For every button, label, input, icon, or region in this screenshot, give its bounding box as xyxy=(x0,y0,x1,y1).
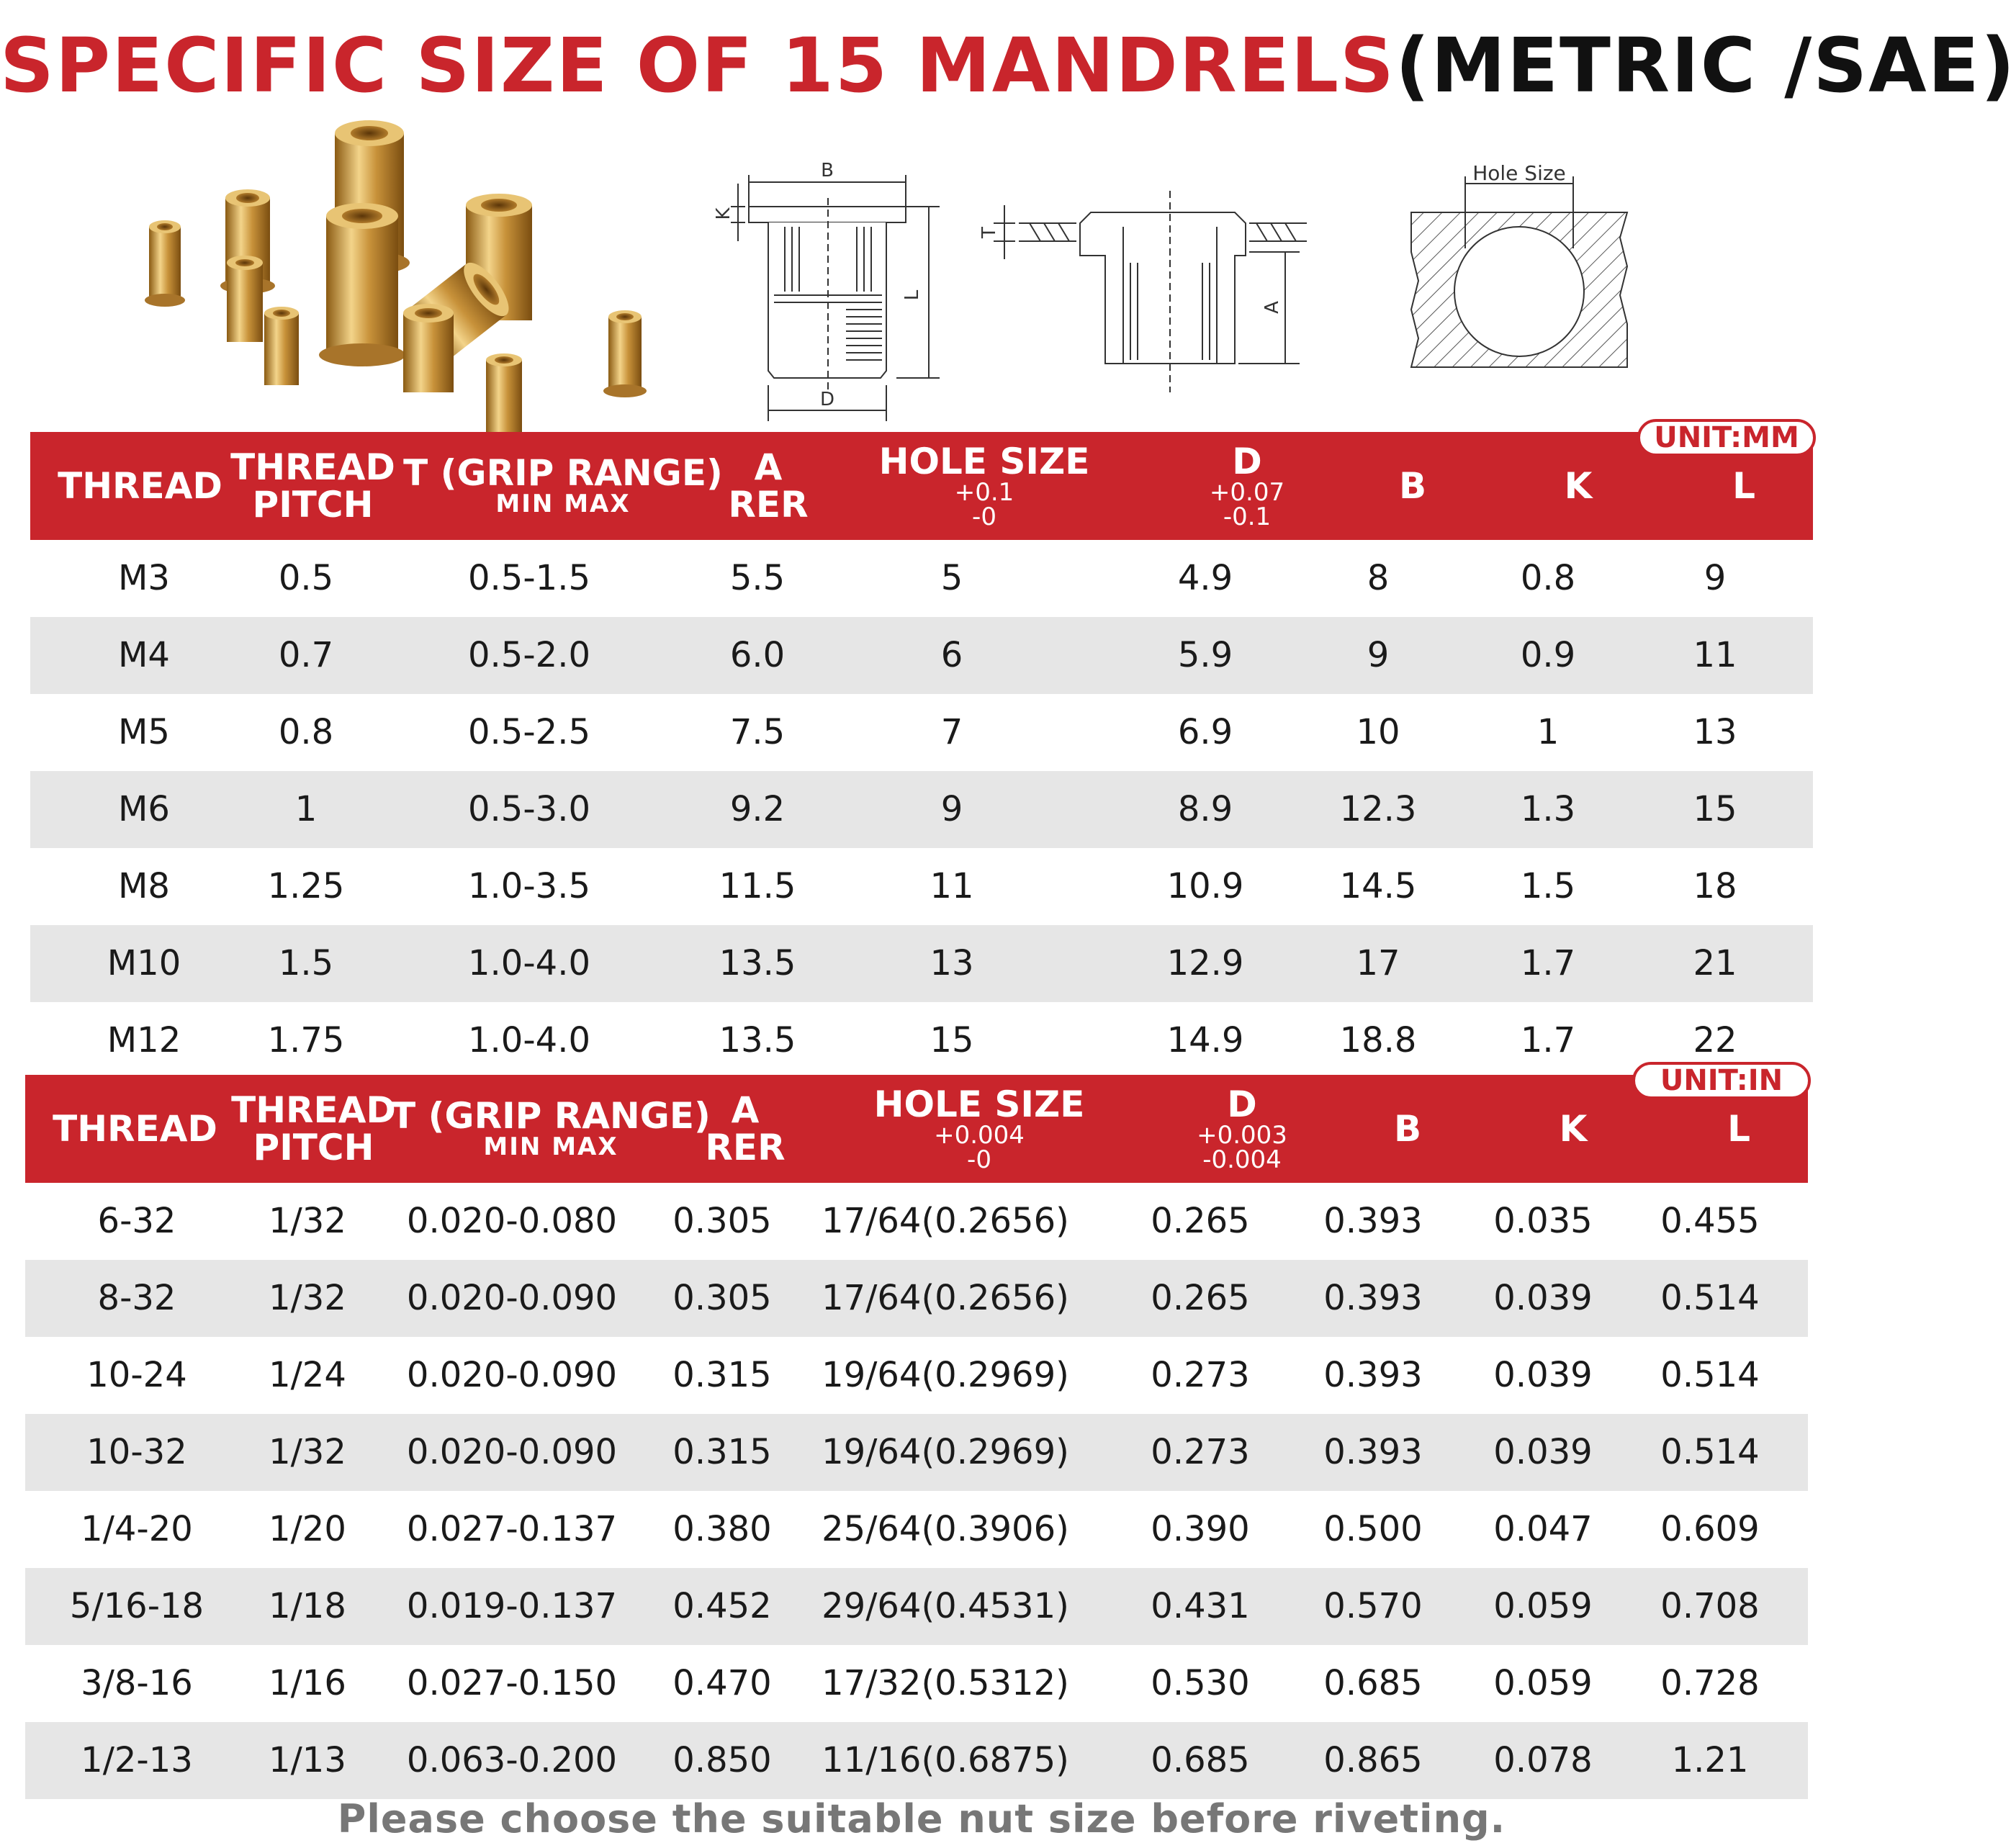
cell-d: 5.9 xyxy=(1177,635,1233,675)
cell-thread: M10 xyxy=(107,943,181,983)
cell-l: 0.455 xyxy=(1660,1201,1760,1241)
header-pitch-2: PITCH xyxy=(252,484,374,526)
cell-d: 0.265 xyxy=(1151,1201,1250,1241)
cell-b: 14.5 xyxy=(1339,866,1417,906)
cell-d: 14.9 xyxy=(1166,1020,1244,1060)
header-pitch-1: THREAD xyxy=(231,1089,396,1131)
table-row xyxy=(25,1568,1808,1645)
cell-a-rer: 0.305 xyxy=(672,1278,772,1318)
nut-small-1 xyxy=(145,220,185,307)
cell-d: 6.9 xyxy=(1177,712,1233,752)
cell-k: 0.078 xyxy=(1493,1740,1593,1780)
header-hole-size: HOLE SIZE xyxy=(878,440,1090,482)
cell-l: 15 xyxy=(1693,789,1737,829)
cell-grip-range: 0.027-0.150 xyxy=(406,1663,618,1703)
cell-l: 0.514 xyxy=(1660,1355,1760,1395)
header-a: A xyxy=(731,1089,760,1131)
cell-b: 0.500 xyxy=(1323,1509,1423,1549)
cell-thread: M8 xyxy=(118,866,170,906)
header-d: D xyxy=(1227,1083,1257,1125)
cell-pitch: 1.5 xyxy=(278,943,334,983)
cell-hole-size: 13 xyxy=(930,943,974,983)
cell-b: 17 xyxy=(1356,943,1400,983)
cell-a-rer: 7.5 xyxy=(729,712,786,752)
cell-hole-size: 17/32(0.5312) xyxy=(822,1663,1069,1703)
cell-l: 13 xyxy=(1693,712,1737,752)
cell-l: 18 xyxy=(1693,866,1737,906)
cell-l: 9 xyxy=(1704,558,1727,598)
cell-hole-size: 11 xyxy=(930,866,974,906)
header-k: K xyxy=(1564,464,1593,507)
cell-d: 0.265 xyxy=(1151,1278,1250,1318)
header-k: K xyxy=(1559,1107,1588,1150)
header-pitch-1: THREAD xyxy=(230,446,395,488)
header-grip-minmax: MIN MAX xyxy=(483,1132,618,1162)
cell-thread: 10-24 xyxy=(86,1355,187,1395)
table-row xyxy=(25,1491,1808,1568)
cell-k: 1 xyxy=(1536,712,1560,752)
unit-badge-mm: UNIT:MM xyxy=(1637,419,1816,456)
header-d: D xyxy=(1232,440,1262,482)
cell-pitch: 0.8 xyxy=(278,712,334,752)
cell-pitch: 1/32 xyxy=(269,1278,346,1318)
label-a: A xyxy=(1261,301,1283,314)
cell-k: 0.035 xyxy=(1493,1201,1593,1241)
cell-hole-size: 15 xyxy=(930,1020,974,1060)
cell-pitch: 1/24 xyxy=(269,1355,346,1395)
cell-b: 8 xyxy=(1367,558,1390,598)
header-thread: THREAD xyxy=(53,1107,217,1150)
cell-grip-range: 1.0-4.0 xyxy=(468,943,590,983)
header-a: A xyxy=(754,446,783,488)
cell-d: 8.9 xyxy=(1177,789,1233,829)
cell-a-rer: 0.305 xyxy=(672,1201,772,1241)
cell-b: 10 xyxy=(1356,712,1400,752)
cell-l: 0.514 xyxy=(1660,1432,1760,1472)
cell-a-rer: 0.380 xyxy=(672,1509,772,1549)
cell-d: 0.273 xyxy=(1151,1432,1250,1472)
title-suffix: (METRIC /SAE) xyxy=(1395,22,2016,109)
header-l: L xyxy=(1732,464,1755,507)
header-grip: T (GRIP RANGE) xyxy=(391,1094,711,1137)
cell-pitch: 1/32 xyxy=(269,1432,346,1472)
label-b: B xyxy=(821,160,834,181)
cell-k: 0.8 xyxy=(1520,558,1576,598)
table-row xyxy=(30,694,1813,771)
cell-d: 12.9 xyxy=(1166,943,1244,983)
cell-k: 0.039 xyxy=(1493,1278,1593,1318)
rivet-nuts-photo xyxy=(140,119,680,436)
header-hole-tol-plus: +0.004 xyxy=(934,1121,1025,1150)
cell-k: 0.039 xyxy=(1493,1355,1593,1395)
cell-k: 0.059 xyxy=(1493,1663,1593,1703)
cell-pitch: 1/13 xyxy=(269,1740,346,1780)
cell-a-rer: 9.2 xyxy=(729,789,786,829)
nut-small-4 xyxy=(486,353,522,432)
cell-thread: 10-32 xyxy=(86,1432,187,1472)
cell-pitch: 1/18 xyxy=(269,1586,346,1626)
header-l: L xyxy=(1727,1107,1750,1150)
page-title xyxy=(0,22,2016,109)
cell-d: 10.9 xyxy=(1166,866,1244,906)
cell-a-rer: 13.5 xyxy=(719,943,796,983)
header-hole-tol-plus: +0.1 xyxy=(954,478,1014,508)
cell-hole-size: 7 xyxy=(940,712,963,752)
cell-k: 0.059 xyxy=(1493,1586,1593,1626)
cell-grip-range: 0.020-0.080 xyxy=(406,1201,618,1241)
cell-l: 0.708 xyxy=(1660,1586,1760,1626)
cell-thread: 8-32 xyxy=(97,1278,176,1318)
header-grip-minmax: MIN MAX xyxy=(495,490,631,519)
cell-k: 1.7 xyxy=(1520,1020,1576,1060)
header-rer: RER xyxy=(728,484,809,526)
header-hole-tol-minus: -0 xyxy=(967,1145,991,1175)
table-row xyxy=(25,1183,1808,1260)
cell-b: 9 xyxy=(1367,635,1390,675)
header-b: B xyxy=(1393,1107,1422,1150)
cell-grip-range: 0.5-1.5 xyxy=(468,558,590,598)
cell-thread: M5 xyxy=(118,712,170,752)
cell-a-rer: 0.452 xyxy=(672,1586,772,1626)
unit-badge-in: UNIT:IN xyxy=(1632,1062,1811,1099)
cell-a-rer: 0.470 xyxy=(672,1663,772,1703)
table-row xyxy=(25,1722,1808,1799)
table-row xyxy=(30,771,1813,848)
cell-d: 0.431 xyxy=(1151,1586,1250,1626)
cell-b: 0.393 xyxy=(1323,1355,1423,1395)
cell-d: 0.273 xyxy=(1151,1355,1250,1395)
label-l: L xyxy=(901,289,923,301)
cell-grip-range: 1.0-4.0 xyxy=(468,1020,590,1060)
cell-b: 0.393 xyxy=(1323,1201,1423,1241)
cell-hole-size: 6 xyxy=(940,635,963,675)
cell-hole-size: 25/64(0.3906) xyxy=(822,1509,1069,1549)
cell-grip-range: 0.020-0.090 xyxy=(406,1278,618,1318)
cell-l: 0.609 xyxy=(1660,1509,1760,1549)
installed-section-diagram xyxy=(976,184,1350,400)
cell-pitch: 1.75 xyxy=(267,1020,345,1060)
hole-size-diagram xyxy=(1404,158,1634,374)
cell-l: 0.728 xyxy=(1660,1663,1760,1703)
cell-d: 4.9 xyxy=(1177,558,1233,598)
cell-k: 1.7 xyxy=(1520,943,1576,983)
header-d-tol-plus: +0.07 xyxy=(1209,478,1285,508)
cell-a-rer: 5.5 xyxy=(729,558,786,598)
cell-b: 0.685 xyxy=(1323,1663,1423,1703)
table-row xyxy=(30,540,1813,617)
cell-b: 18.8 xyxy=(1339,1020,1417,1060)
cell-a-rer: 0.850 xyxy=(672,1740,772,1780)
nut-small-2 xyxy=(227,256,263,342)
cell-thread: 1/2-13 xyxy=(81,1740,193,1780)
cell-k: 0.9 xyxy=(1520,635,1576,675)
label-t: T xyxy=(978,227,1000,238)
table-row xyxy=(25,1414,1808,1491)
table-row xyxy=(30,617,1813,694)
cell-d: 0.530 xyxy=(1151,1663,1250,1703)
header-hole-size: HOLE SIZE xyxy=(873,1083,1085,1125)
cell-a-rer: 0.315 xyxy=(672,1355,772,1395)
table-row xyxy=(25,1337,1808,1414)
metric-table xyxy=(30,421,1813,1060)
cell-grip-range: 0.020-0.090 xyxy=(406,1355,618,1395)
cell-thread: 5/16-18 xyxy=(69,1586,204,1626)
nut-medium-3 xyxy=(403,304,454,392)
cell-b: 0.570 xyxy=(1323,1586,1423,1626)
cell-pitch: 1 xyxy=(294,789,318,829)
cell-d: 0.685 xyxy=(1151,1740,1250,1780)
table-row xyxy=(25,1260,1808,1337)
metric-header xyxy=(30,432,1813,540)
cell-pitch: 1/16 xyxy=(269,1663,346,1703)
cell-hole-size: 19/64(0.2969) xyxy=(822,1355,1069,1395)
header-pitch-2: PITCH xyxy=(253,1127,374,1168)
cell-b: 0.393 xyxy=(1323,1278,1423,1318)
nut-small-5 xyxy=(603,310,647,397)
cell-a-rer: 6.0 xyxy=(729,635,786,675)
header-grip: T (GRIP RANGE) xyxy=(403,451,723,494)
cell-grip-range: 0.5-2.0 xyxy=(468,635,590,675)
cell-l: 22 xyxy=(1693,1020,1737,1060)
label-k: K xyxy=(713,207,734,220)
cell-k: 1.5 xyxy=(1520,866,1576,906)
nut-large-front xyxy=(319,203,405,366)
cell-b: 0.865 xyxy=(1323,1740,1423,1780)
title-main: SPECIFIC SIZE OF 15 MANDRELS xyxy=(0,22,1395,109)
nut-small-3 xyxy=(264,307,299,385)
cell-grip-range: 0.5-3.0 xyxy=(468,789,590,829)
cell-a-rer: 13.5 xyxy=(719,1020,796,1060)
cell-grip-range: 0.020-0.090 xyxy=(406,1432,618,1472)
header-d-tol-minus: -0.004 xyxy=(1202,1145,1282,1175)
cell-l: 0.514 xyxy=(1660,1278,1760,1318)
table-row xyxy=(30,1002,1813,1079)
cell-k: 0.039 xyxy=(1493,1432,1593,1472)
cell-hole-size: 19/64(0.2969) xyxy=(822,1432,1069,1472)
header-d-tol-plus: +0.003 xyxy=(1197,1121,1287,1150)
header-hole-tol-minus: -0 xyxy=(972,503,996,532)
cell-grip-range: 0.027-0.137 xyxy=(406,1509,618,1549)
cell-a-rer: 11.5 xyxy=(719,866,796,906)
cell-thread: 3/8-16 xyxy=(81,1663,193,1703)
cell-grip-range: 0.5-2.5 xyxy=(468,712,590,752)
cell-pitch: 1/20 xyxy=(269,1509,346,1549)
cell-thread: M3 xyxy=(118,558,170,598)
cell-pitch: 1.25 xyxy=(267,866,345,906)
table-row xyxy=(30,925,1813,1002)
sae-header xyxy=(25,1075,1808,1183)
cell-hole-size: 29/64(0.4531) xyxy=(822,1586,1069,1626)
cell-thread: M4 xyxy=(118,635,170,675)
nut-dimension-diagram xyxy=(702,155,947,428)
label-hole-size: Hole Size xyxy=(1472,161,1566,185)
label-d: D xyxy=(819,389,835,410)
cell-hole-size: 5 xyxy=(940,558,963,598)
header-d-tol-minus: -0.1 xyxy=(1223,503,1272,532)
cell-pitch: 1/32 xyxy=(269,1201,346,1241)
cell-hole-size: 17/64(0.2656) xyxy=(822,1278,1069,1318)
cell-thread: M12 xyxy=(107,1020,181,1060)
table-row xyxy=(30,848,1813,925)
cell-pitch: 0.5 xyxy=(278,558,334,598)
cell-thread: M6 xyxy=(118,789,170,829)
cell-hole-size: 17/64(0.2656) xyxy=(822,1201,1069,1241)
cell-l: 21 xyxy=(1693,943,1737,983)
cell-k: 0.047 xyxy=(1493,1509,1593,1549)
footer-note: Please choose the suitable nut size before riveting. xyxy=(337,1796,1506,1842)
cell-grip-range: 0.063-0.200 xyxy=(406,1740,618,1780)
cell-thread: 1/4-20 xyxy=(81,1509,193,1549)
header-b: B xyxy=(1398,464,1427,507)
header-thread: THREAD xyxy=(58,464,222,507)
cell-a-rer: 0.315 xyxy=(672,1432,772,1472)
cell-hole-size: 11/16(0.6875) xyxy=(822,1740,1069,1780)
cell-pitch: 0.7 xyxy=(278,635,334,675)
cell-d: 0.390 xyxy=(1151,1509,1250,1549)
cell-l: 1.21 xyxy=(1671,1740,1749,1780)
cell-grip-range: 0.019-0.137 xyxy=(406,1586,618,1626)
cell-grip-range: 1.0-3.5 xyxy=(468,866,590,906)
sae-table xyxy=(25,1064,1808,1795)
table-row xyxy=(25,1645,1808,1722)
header-rer: RER xyxy=(705,1127,786,1168)
cell-b: 12.3 xyxy=(1339,789,1417,829)
cell-l: 11 xyxy=(1693,635,1737,675)
cell-k: 1.3 xyxy=(1520,789,1576,829)
cell-thread: 6-32 xyxy=(97,1201,176,1241)
cell-b: 0.393 xyxy=(1323,1432,1423,1472)
cell-hole-size: 9 xyxy=(940,789,963,829)
